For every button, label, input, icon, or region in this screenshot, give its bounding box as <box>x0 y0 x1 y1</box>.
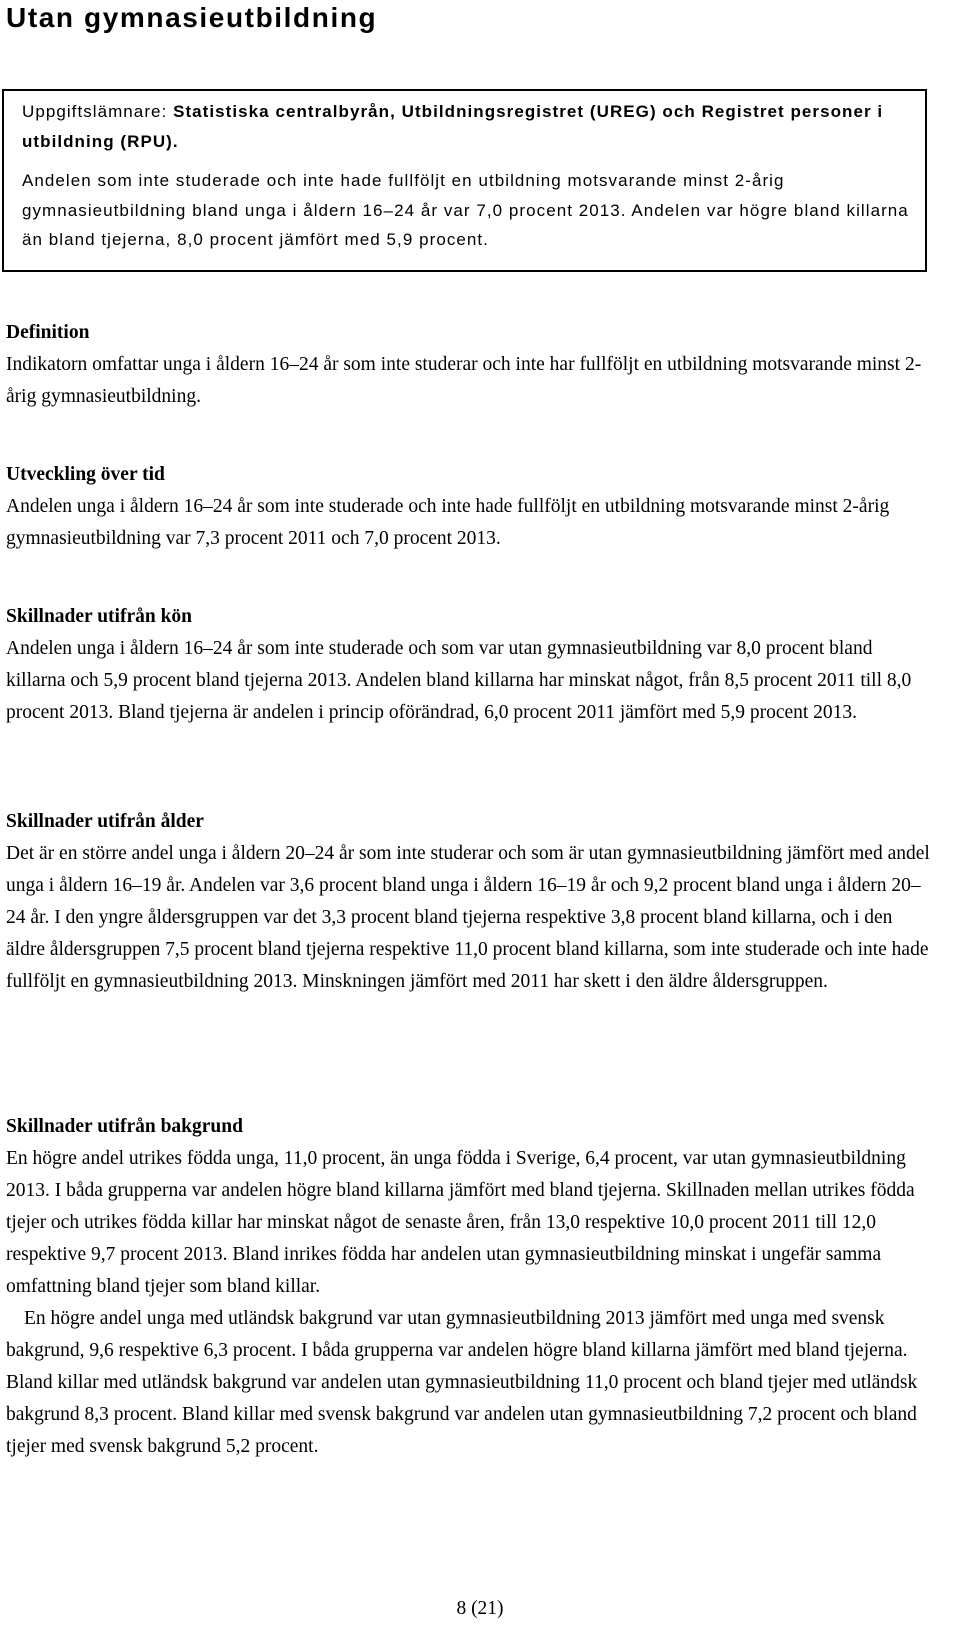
section-text: Andelen unga i åldern 16–24 år som inte studerade och inte hade fullföljt en utbildning motsvarande minst 2-årig gymnasieutbildning var 7,3 procent 2011 och 7,0 procent 2013. <box>6 496 890 549</box>
section-heading: Skillnader utifrån ålder <box>6 811 204 832</box>
section-text: En högre andel utrikes födda unga, 11,0 procent, än unga födda i Sverige, 6,4 procent, var utan gymnasieutbildning 2013. I båda grupperna var andelen högre bland killarna jämfört med bland tjejerna. Skillnaden mellan utrikes födda tjejer och utrikes födda killar har minskat något de senaste åren, från 13,0 respektive 10,0 procent 2011 till 12,0 respektive 9,7 procent 2013. Bland inrikes födda har andelen utan gymnasieutbildning minskat i ungefär samma omfattning bland tjejer som bland killar. <box>6 1148 915 1297</box>
section-text: Andelen unga i åldern 16–24 år som inte studerade och som var utan gymnasieutbildning var 8,0 procent bland killarna och 5,9 procent bland tjejerna 2013. Andelen bland killarna har minskat något, från 8,5 procent 2011 till 8,0 procent 2013. Bland tjejerna är andelen i princip oförändrad, 6,0 procent 2011 jämfört med 5,9 procent 2013. <box>6 638 912 723</box>
section-bakgrund <box>6 1111 931 1463</box>
page-number: 8 (21) <box>456 1598 504 1619</box>
section-kon <box>6 601 931 729</box>
section-text: En högre andel unga med utländsk bakgrund var utan gymnasieutbildning 2013 jämfört med unga med svensk bakgrund, 9,6 respektive 6,3 procent. I båda grupperna var andelen högre bland killarna jämfört med bland tjejerna. Bland killar med utländsk bakgrund var andelen utan gymnasieutbildning 11,0 procent och bland tjejer med utländsk bakgrund 8,3 procent. Bland killar med svensk bakgrund var andelen utan gymnasieutbildning 7,2 procent och bland tjejer med svensk bakgrund 5,2 procent. <box>6 1308 918 1457</box>
source-label: Uppgiftslämnare: <box>22 102 174 121</box>
section-heading: Skillnader utifrån kön <box>6 606 193 627</box>
section-heading: Skillnader utifrån bakgrund <box>6 1116 243 1137</box>
section-utveckling <box>6 459 931 555</box>
source-line <box>22 97 911 156</box>
section-text: Det är en större andel unga i åldern 20–24 år som inte studerar och som är utan gymnasieutbildning jämfört med andel unga i åldern 16–19 år. Andelen var 3,6 procent bland unga i åldern 16–19 år och 9,2 procent bland unga i åldern 20–24 år. I den yngre åldersgruppen var det 3,3 procent bland tjejerna respektive 3,8 procent bland killarna, och i den äldre åldersgruppen 7,5 procent bland tjejerna respektive 11,0 procent bland killarna, som inte studerade och inte hade fullföljt en gymnasieutbildning 2013. Minskningen jämfört med 2011 har skett i den äldre åldersgruppen. <box>6 843 930 992</box>
page-title: Utan gymnasieutbildning <box>6 2 378 33</box>
section-heading: Definition <box>6 322 90 343</box>
summary-text: Andelen som inte studerade och inte hade fullföljt en utbildning motsvarande minst 2-årig gymnasieutbildning bland unga i åldern 16–24 år var 7,0 procent 2013. Andelen var högre bland killarna än bland tjejerna, 8,0 procent jämfört med 5,9 procent. <box>22 171 909 249</box>
section-text: Indikatorn omfattar unga i åldern 16–24 år som inte studerar och inte har fullföljt en utbildning motsvarande minst 2-årig gymnasieutbildning. <box>6 354 922 407</box>
section-heading: Utveckling över tid <box>6 464 165 485</box>
section-definition <box>6 317 931 413</box>
section-alder <box>6 806 931 998</box>
summary-box <box>2 89 927 272</box>
source-value: Statistiska centralbyrån, Utbildningsregistret (UREG) och Registret personer i utbildning (RPU). <box>22 102 884 151</box>
